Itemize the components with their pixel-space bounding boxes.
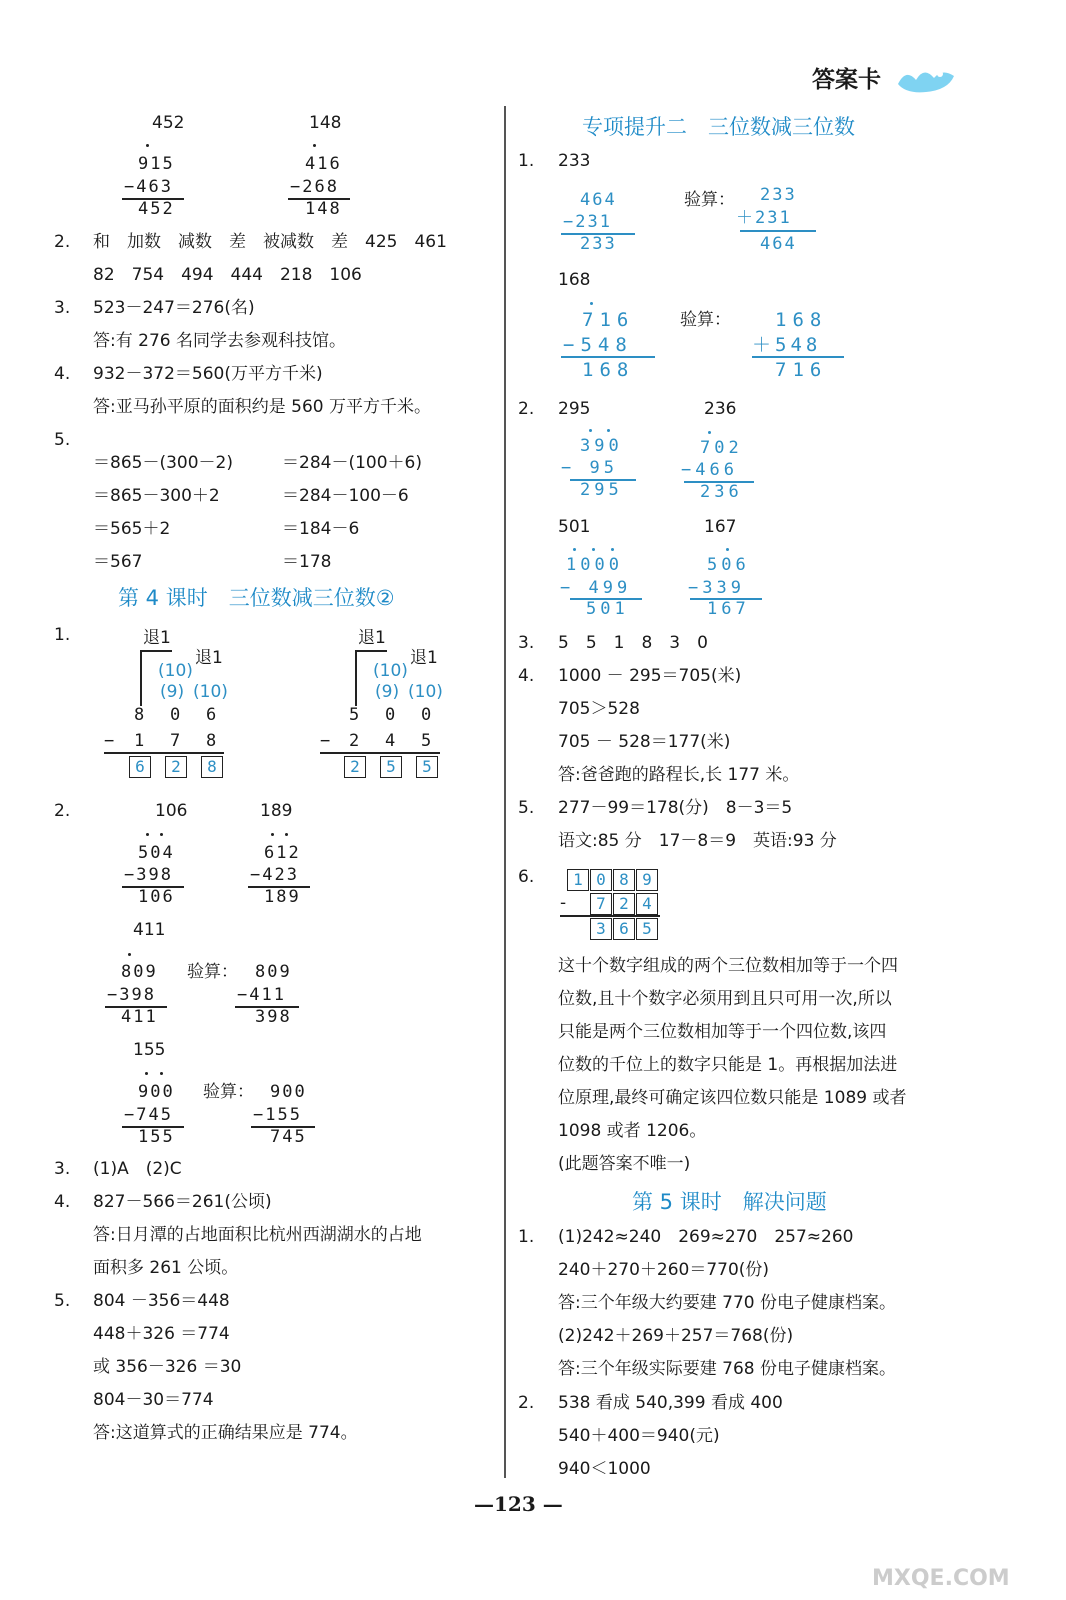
s5q2-l2: 540＋400＝940(元): [558, 1426, 720, 1446]
s5q2-l3: 940＜1000: [558, 1459, 651, 1479]
q5-a1: ＝865－(300－2): [93, 453, 233, 473]
s4q5-ans: 答:这道算式的正确结果应是 774。: [93, 1423, 358, 1443]
s5q1-l1: (1)242≈240 269≈270 257≈260: [558, 1227, 854, 1247]
q4-answer: 答:亚马孙平原的面积约是 560 万平方千米。: [93, 397, 431, 417]
q3-equation: 523－247＝276(名): [93, 298, 255, 318]
page-number: —123 —: [474, 1492, 563, 1516]
column-divider: [504, 106, 506, 1478]
s4q2-r2: 189: [260, 801, 293, 821]
rq6-p7: (此题答案不唯一): [558, 1154, 691, 1174]
rq1-check-2: 验算：: [680, 310, 731, 330]
q4-number: 4.: [54, 364, 71, 384]
rq2-number: 2.: [518, 399, 535, 419]
s5q2-l1: 538 看成 540,399 看成 400: [558, 1393, 783, 1413]
header-title: 答案卡: [812, 67, 881, 93]
rq5-number: 5.: [518, 798, 535, 818]
q2-line2: 82 754 494 444 218 106: [93, 265, 362, 285]
q5-b4: ＝178: [282, 552, 332, 572]
section-title-special2: 专项提升二 三位数减三位数: [582, 115, 855, 139]
s5q1-number: 1.: [518, 1227, 535, 1247]
s4q5-number: 5.: [54, 1291, 71, 1311]
s4q3-number: 3.: [54, 1159, 71, 1179]
s4q2-r4: 155: [133, 1040, 166, 1060]
rq1-check: 验算：: [684, 190, 735, 210]
rq2-r3: 501: [558, 517, 591, 537]
rq4-l2: 705＞528: [558, 699, 640, 719]
rq4-l1: 1000 － 295＝705(米): [558, 666, 742, 686]
q3-answer: 答:有 276 名同学去参观科技馆。: [93, 331, 346, 351]
s4q3-text: (1)A (2)C: [93, 1159, 182, 1179]
s4q4-ans1: 答:日月潭的占地面积比杭州西湖湖水的占地: [93, 1225, 422, 1245]
rq6-p2: 位数,且十个数字必须用到且只可用一次,所以: [558, 989, 892, 1009]
rq4-number: 4.: [518, 666, 535, 686]
q5-b1: ＝284－(100＋6): [282, 453, 422, 473]
q5-b3: ＝184－6: [282, 519, 360, 539]
q5-number: 5.: [54, 430, 71, 450]
result-1: 452: [152, 113, 185, 133]
q5-a2: ＝865－300＋2: [93, 486, 220, 506]
rq6-p4: 位数的千位上的数字只能是 1。再根据加法进: [558, 1055, 898, 1075]
rq6-p3: 只能是两个三位数相加等于一个四位数,该四: [558, 1022, 887, 1042]
rq5-l2: 语文:85 分 17－8＝9 英语:93 分: [558, 831, 837, 851]
q2-number: 2.: [54, 232, 71, 252]
rq3-text: 5 5 1 8 3 0: [558, 633, 708, 653]
s4q4-number: 4.: [54, 1192, 71, 1212]
s5q1-l3: (2)242＋269＋257＝768(份): [558, 1326, 794, 1346]
s4q5-l1: 804 －356＝448: [93, 1291, 230, 1311]
rq2-r4: 167: [704, 517, 737, 537]
q3-number: 3.: [54, 298, 71, 318]
s4q2-number: 2.: [54, 801, 71, 821]
rq1-r1: 233: [558, 151, 591, 171]
watermark: MXQE.COM: [872, 1566, 1010, 1591]
rq3-number: 3.: [518, 633, 535, 653]
q4-equation: 932－372＝560(万平方千米): [93, 364, 323, 384]
section-title-lesson5: 第 5 课时 解决问题: [632, 1190, 827, 1214]
check-label-2: 验算：: [203, 1082, 254, 1102]
s4q5-l3: 或 356－326 ＝30: [93, 1357, 242, 1377]
rq2-r2: 236: [704, 399, 737, 419]
s5q2-number: 2.: [518, 1393, 535, 1413]
rq1-r2: 168: [558, 270, 591, 290]
rq4-l3: 705 － 528＝177(米): [558, 732, 731, 752]
wave-logo-icon: [896, 62, 958, 96]
s4q1-number: 1.: [54, 625, 71, 645]
s5q1-l2: 240＋270＋260＝770(份): [558, 1260, 770, 1280]
q5-b2: ＝284－100－6: [282, 486, 409, 506]
q2-line1: 和 加数 减数 差 被减数 差 425 461: [93, 232, 447, 252]
q5-a4: ＝567: [93, 552, 143, 572]
rq6-number: 6.: [518, 867, 535, 887]
rq2-r1: 295: [558, 399, 591, 419]
s4q2-r3: 411: [133, 920, 166, 940]
section-title-lesson4: 第 4 课时 三位数减三位数②: [118, 586, 395, 610]
s4q5-l2: 448＋326 ＝774: [93, 1324, 230, 1344]
s5q1-a1: 答:三个年级大约要建 770 份电子健康档案。: [558, 1293, 896, 1313]
s4q5-l4: 804－30＝774: [93, 1390, 214, 1410]
s4q4-ans2: 面积多 261 公顷。: [93, 1258, 239, 1278]
rq1-number: 1.: [518, 151, 535, 171]
rq6-p6: 1098 或者 1206。: [558, 1121, 707, 1141]
rq5-l1: 277－99＝178(分) 8－3＝5: [558, 798, 793, 818]
s5q1-a2: 答:三个年级实际要建 768 份电子健康档案。: [558, 1359, 896, 1379]
rq6-p1: 这十个数字组成的两个三位数相加等于一个四: [558, 956, 898, 976]
rq6-p5: 位原理,最终可确定该四位数只能是 1089 或者: [558, 1088, 907, 1108]
rq4-ans: 答:爸爸跑的路程长,长 177 米。: [558, 765, 800, 785]
q5-a3: ＝565＋2: [93, 519, 171, 539]
result-2: 148: [309, 113, 342, 133]
check-label: 验算：: [187, 962, 238, 982]
s4q4-eq: 827－566＝261(公顷): [93, 1192, 272, 1212]
s4q2-r1: 106: [155, 801, 188, 821]
